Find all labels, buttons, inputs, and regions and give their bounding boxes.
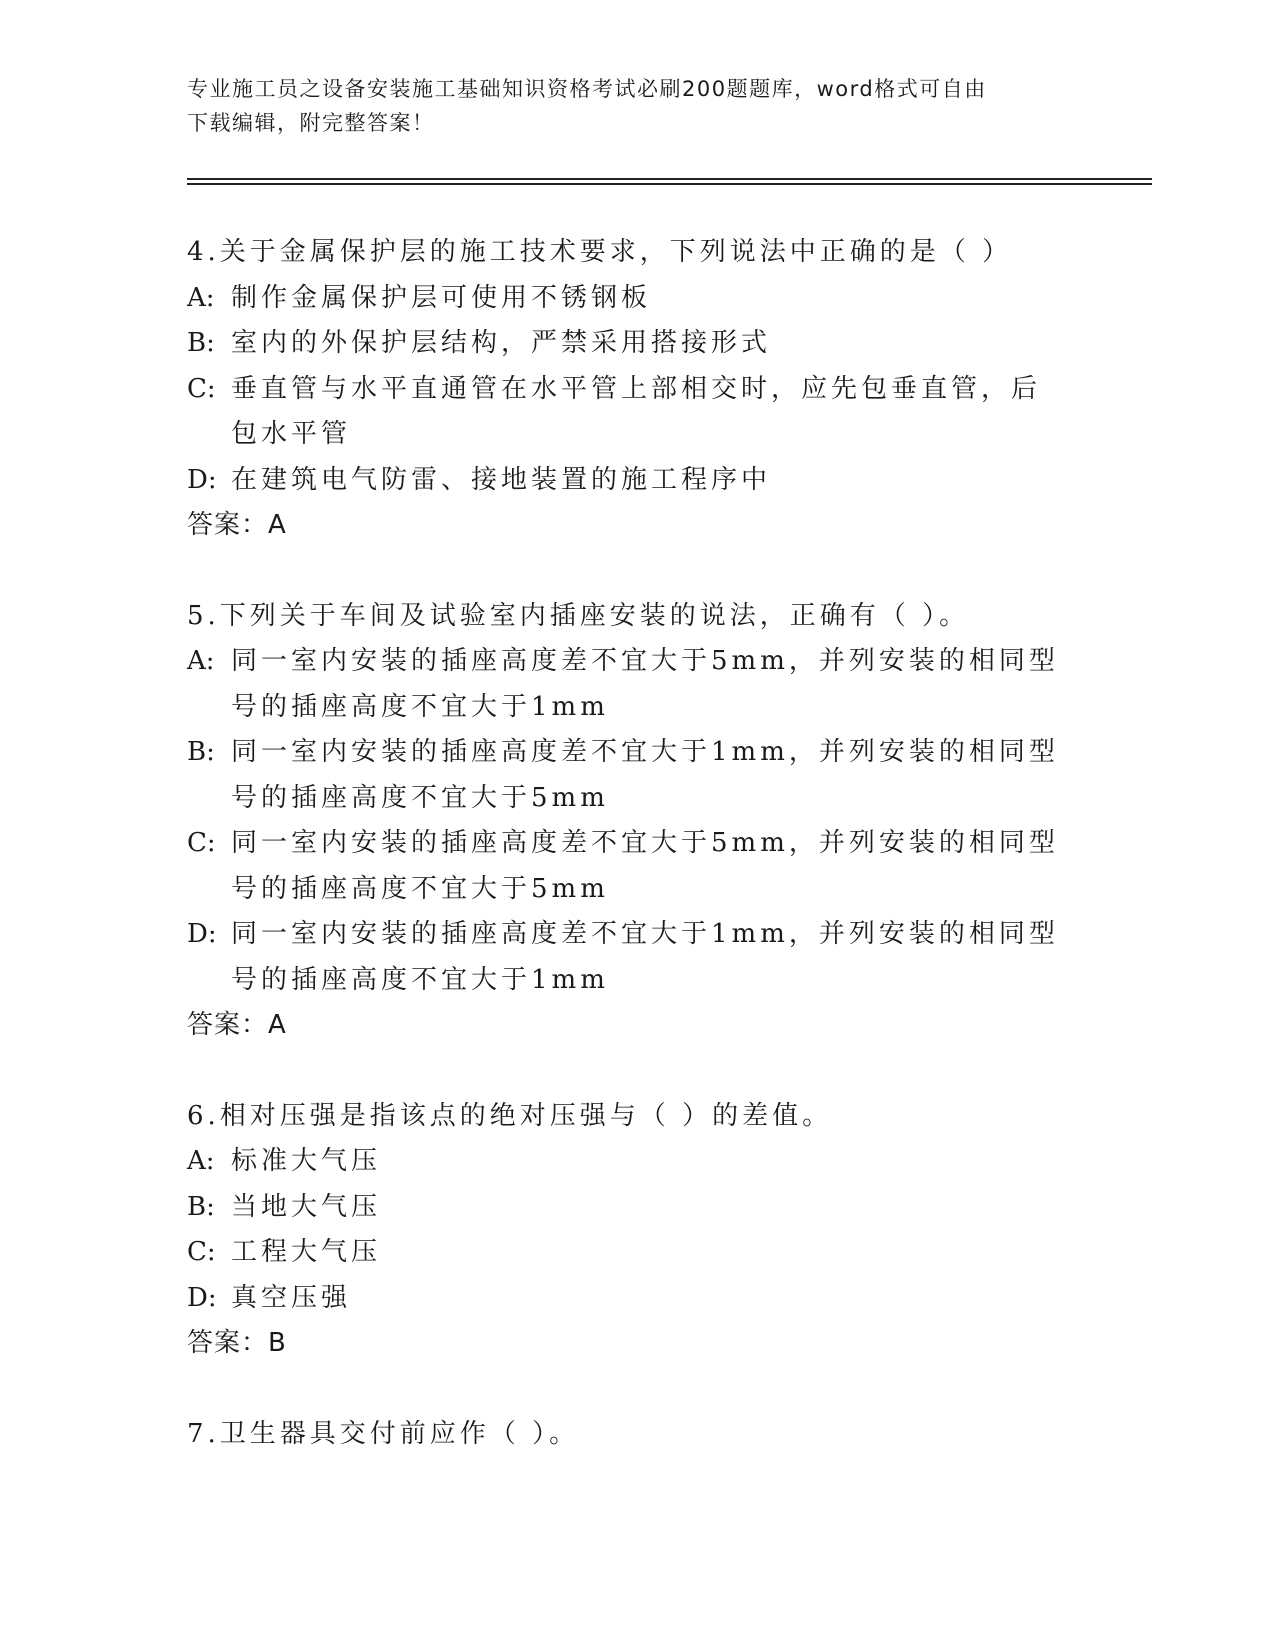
question-stem: 6.相对压强是指该点的绝对压强与（ ）的差值。 <box>187 1100 833 1131</box>
option-text: 垂直管与水平直通管在水平管上部相交时，应先包垂直管，后包水平管 <box>231 373 1042 449</box>
question-6 <box>187 1094 1067 1367</box>
header-line-1: 专业施工员之设备安装施工基础知识资格考试必刷200题题库，word格式可自由 <box>187 77 987 101</box>
option-letter: B: <box>187 737 215 767</box>
option-text: 当地大气压 <box>231 1191 382 1222</box>
question-stem: 4.关于金属保护层的施工技术要求，下列说法中正确的是（ ） <box>187 237 1013 267</box>
option-letter: C: <box>187 1237 216 1267</box>
answer-line: 答案：A <box>187 510 287 540</box>
question-stem: 7.卫生器具交付前应作（ ）。 <box>187 1418 580 1449</box>
header-divider-bottom <box>187 183 1152 185</box>
question-5 <box>187 594 1067 1049</box>
option-b <box>187 730 1067 821</box>
option-d <box>187 1276 1067 1322</box>
option-text: 同一室内安装的插座高度差不宜大于5mm，并列安装的相同型号的插座高度不宜大于1mm <box>231 646 1059 722</box>
question-stem: 5.下列关于车间及试验室内插座安装的说法，正确有（ ）。 <box>187 600 970 631</box>
option-letter: B: <box>187 1191 215 1222</box>
option-letter: D: <box>187 464 217 495</box>
answer-line: 答案：A <box>187 1010 287 1040</box>
option-text: 同一室内安装的插座高度差不宜大于5mm，并列安装的相同型号的插座高度不宜大于5mm <box>231 828 1059 904</box>
option-letter: D: <box>187 919 217 949</box>
option-a <box>187 639 1067 730</box>
header-divider-top <box>187 178 1152 180</box>
option-b <box>187 1185 1067 1231</box>
option-text: 标准大气压 <box>231 1146 382 1176</box>
option-c <box>187 1230 1067 1276</box>
option-letter: C: <box>187 373 216 404</box>
option-text: 工程大气压 <box>231 1237 382 1267</box>
option-text: 在建筑电气防雷、接地装置的施工程序中 <box>231 464 772 495</box>
option-text: 同一室内安装的插座高度差不宜大于1mm，并列安装的相同型号的插座高度不宜大于5mm <box>231 737 1059 813</box>
question-4 <box>187 230 1067 549</box>
question-list <box>187 230 1067 1502</box>
answer-line: 答案：B <box>187 1328 287 1358</box>
option-text: 制作金属保护层可使用不锈钢板 <box>231 282 652 313</box>
option-d <box>187 912 1067 1003</box>
option-text: 室内的外保护层结构，严禁采用搭接形式 <box>231 328 772 358</box>
option-text: 真空压强 <box>231 1282 352 1313</box>
option-letter: B: <box>187 328 215 358</box>
question-7 <box>187 1412 1067 1458</box>
option-letter: A: <box>187 646 215 676</box>
option-letter: D: <box>187 1282 217 1313</box>
option-letter: A: <box>187 282 215 313</box>
document-header <box>187 72 1087 140</box>
option-a <box>187 1139 1067 1185</box>
option-d <box>187 458 1067 504</box>
header-line-2: 下载编辑，附完整答案！ <box>187 111 435 135</box>
option-letter: C: <box>187 828 216 858</box>
option-letter: A: <box>187 1146 215 1176</box>
option-text: 同一室内安装的插座高度差不宜大于1mm，并列安装的相同型号的插座高度不宜大于1mm <box>231 919 1059 995</box>
option-b <box>187 321 1067 367</box>
option-c <box>187 367 1067 458</box>
option-a <box>187 276 1067 322</box>
option-c <box>187 821 1067 912</box>
